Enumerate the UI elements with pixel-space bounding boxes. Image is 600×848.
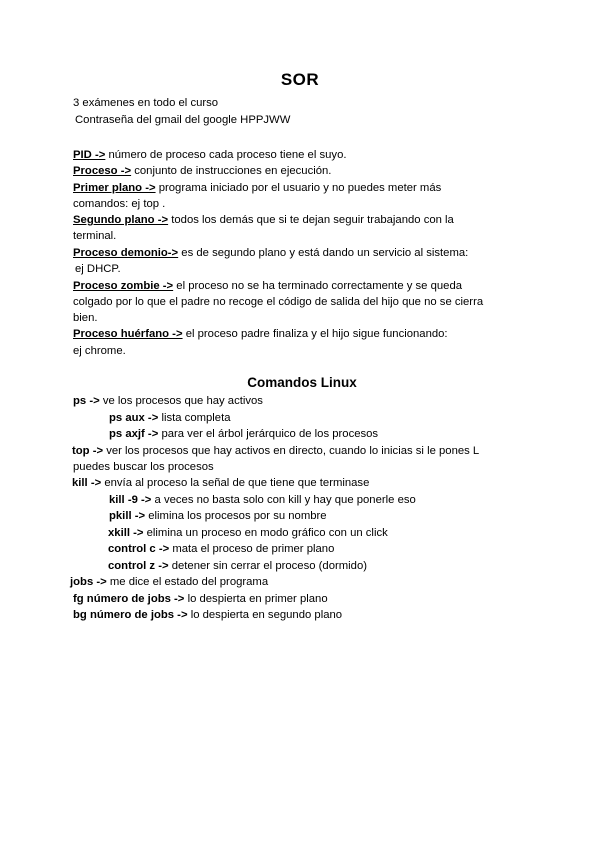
definition-proceso-huerfano [73,327,448,341]
command-control-z [108,559,367,573]
definition-term: Proceso zombie -> [73,280,174,292]
command-bg [73,608,342,622]
command-text: a veces no basta solo con kill y hay que ponerle eso [154,494,416,506]
command-kill [72,476,369,490]
definition-text: el proceso no se ha terminado correctamente y se queda [176,280,463,292]
command-name: control c -> [108,543,170,555]
command-kill-9 [109,493,416,507]
command-name: xkill -> [108,527,144,539]
definition-continuation: terminal. [73,230,117,242]
command-text: lista completa [161,412,231,424]
definition-term: PID -> [73,149,106,161]
command-text: lo despierta en segundo plano [190,609,343,621]
definition-text: es de segundo plano y está dando un servicio al sistema: [181,247,469,259]
definition-text: número de proceso cada proceso tiene el suyo. [108,149,347,161]
definition-text: conjunto de instrucciones en ejecución. [134,165,332,177]
definition-proceso-zombie [73,279,462,293]
command-ps-aux [109,411,231,425]
definition-continuation: bien. [73,312,98,324]
command-name: kill -9 -> [109,494,152,506]
command-continuation: puedes buscar los procesos [73,461,214,473]
command-text: ve los procesos que hay activos [102,395,263,407]
definition-term: Proceso demonio-> [73,247,179,259]
definition-proceso-demonio [73,246,468,260]
command-fg [73,592,328,606]
definition-text: el proceso padre finaliza y el hijo sigue funcionando: [185,328,448,340]
command-text: lo despierta en primer plano [187,593,328,605]
command-text: mata el proceso de primer plano [172,543,335,555]
section-title-comandos: Comandos Linux [247,375,357,390]
command-name: fg número de jobs -> [73,593,185,605]
command-pkill [109,509,327,523]
definition-primer-plano [73,181,441,195]
definition-pid [73,148,347,162]
definition-text: todos los demás que si te dejan seguir trabajando con la [171,214,454,226]
command-top [72,444,479,458]
command-ps-axjf [109,427,378,441]
command-text: envía al proceso la señal de que tiene que terminase [104,477,370,489]
command-name: ps -> [73,395,100,407]
command-name: ps axjf -> [109,428,159,440]
command-text: para ver el árbol jerárquico de los procesos [161,428,379,440]
command-ps [73,394,263,408]
command-name: bg número de jobs -> [73,609,188,621]
definition-continuation: comandos: ej top . [73,198,166,210]
definition-proceso [73,164,331,178]
intro-line: Contraseña del gmail del google HPPJWW [75,114,291,126]
command-name: control z -> [108,560,169,572]
command-text: ver los procesos que hay activos en directo, cuando lo inicias si le pones L [106,445,480,457]
command-text: me dice el estado del programa [109,576,269,588]
command-name: top -> [72,445,104,457]
definition-continuation: colgado por lo que el padre no recoge el código de salida del hijo que no se cierra [73,296,484,308]
command-xkill [108,526,388,540]
definition-term: Segundo plano -> [73,214,169,226]
definition-term: Proceso huérfano -> [73,328,183,340]
definition-term: Primer plano -> [73,182,156,194]
command-jobs [70,575,268,589]
page-title: SOR [280,70,320,89]
command-name: jobs -> [70,576,107,588]
command-name: ps aux -> [109,412,159,424]
definition-segundo-plano [73,213,454,227]
command-text: detener sin cerrar el proceso (dormido) [171,560,367,572]
definition-continuation: ej chrome. [73,345,126,357]
command-text: elimina un proceso en modo gráfico con un click [146,527,388,539]
definition-continuation: ej DHCP. [75,263,121,275]
definition-term: Proceso -> [73,165,132,177]
intro-line: 3 exámenes en todo el curso [73,97,219,109]
command-text: elimina los procesos por su nombre [148,510,327,522]
definition-text: programa iniciado por el usuario y no puedes meter más [158,182,442,194]
command-name: pkill -> [109,510,146,522]
command-name: kill -> [72,477,102,489]
command-control-c [108,542,334,556]
